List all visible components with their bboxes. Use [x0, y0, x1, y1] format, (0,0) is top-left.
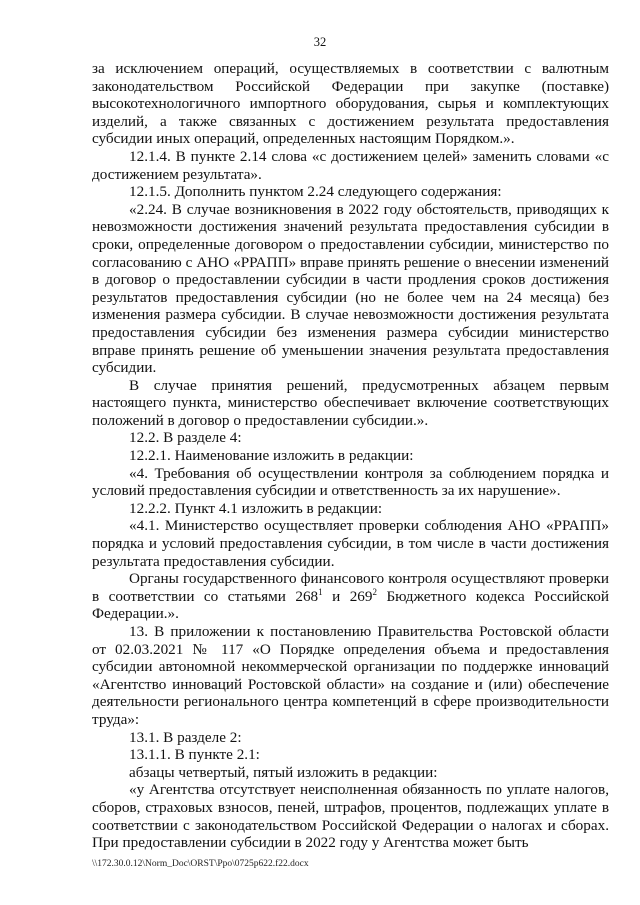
text-segment: и 269	[322, 587, 373, 605]
paragraph: 13.1.1. В пункте 2.1:	[129, 746, 260, 764]
document-body	[92, 60, 609, 852]
paragraph-with-footnote-refs	[92, 570, 609, 623]
paragraph: 12.1.5. Дополнить пунктом 2.24 следующего содержания:	[129, 183, 502, 201]
paragraph: 12.2.2. Пункт 4.1 изложить в редакции:	[129, 499, 383, 517]
paragraph: 13.1. В разделе 2:	[129, 728, 242, 746]
paragraph: абзацы четвертый, пятый изложить в редакции:	[129, 763, 438, 781]
paragraph: «2.24. В случае возникновения в 2022 году обстоятельств, приводящих к невозможности достижения значений результата предоставления субсидии в сроки, определенные договором о предоставлении субсидии, министерство по согласованию с АНО «РРАПП» вправе принять решение о внесении изменений в договор о предоставлении субсидии в части продления сроков достижения результатов предоставления субсидии (но не более чем на 24 месяца) без изменения размера субсидии. В случае невозможности достижения результата предоставления субсидии без изменения размера субсидии министерство вправе принять решение об уменьшении значения результата предоставления субсидии.	[92, 200, 609, 377]
paragraph: «у Агентства отсутствует неисполненная обязанность по уплате налогов, сборов, страховых взносов, пеней, штрафов, процентов, подлежащих уплате в соответствии с законодательством Российской Федерации о налогах и сборах. При предоставлении субсидии в 2022 году у Агентства может быть	[92, 781, 609, 852]
superscript: 1	[318, 586, 323, 597]
paragraph: «4. Требования об осуществлении контроля за соблюдением порядка и условий предоставления субсидии и ответственность за их нарушение».	[92, 464, 609, 500]
paragraph: В случае принятия решений, предусмотренных абзацем первым настоящего пункта, министерство обеспечивает включение соответствующих положений в договор о предоставлении субсидии.».	[92, 376, 609, 429]
paragraph: 12.1.4. В пункте 2.14 слова «с достижением целей» заменить словами «с достижением результата».	[92, 147, 609, 183]
file-path-footer: \\172.30.0.12\Norm_Doc\ORST\Ppo\0725p622.f22.docx	[92, 859, 309, 869]
page-number: 32	[313, 35, 327, 49]
paragraph: 13. В приложении к постановлению Правительства Ростовской области от 02.03.2021 № 117 «О Порядке определения объема и предоставления субсидии автономной некоммерческой организации по поддержке инноваций «Агентство инноваций Ростовской области» на создание и (или) обеспечение деятельности регионального центра компетенций в сфере производительности труда»:	[92, 623, 609, 728]
superscript: 2	[372, 586, 377, 597]
text-segment: Бюджетного кодекса Российской Федерации.».	[92, 587, 609, 623]
paragraph: 12.2. В разделе 4:	[129, 429, 242, 447]
paragraph: за исключением операций, осуществляемых в соответствии с валютным законодательством Российской Федерации при закупке (поставке) высокотехнологичного импортного оборудования, сырья и комплектующих изделий, а также связанных с достижением результата предоставления субсидии иных операций, определенных настоящим Порядком.».	[92, 60, 609, 148]
paragraph: 12.2.1. Наименование изложить в редакции:	[129, 447, 414, 465]
paragraph: «4.1. Министерство осуществляет проверки соблюдения АНО «РРАПП» порядка и условий предоставления субсидии, в том числе в части достижения результата предоставления субсидии.	[92, 517, 609, 570]
text-segment: Органы государственного финансового контроля осуществляют проверки в соответствии со статьями 268	[92, 570, 609, 605]
